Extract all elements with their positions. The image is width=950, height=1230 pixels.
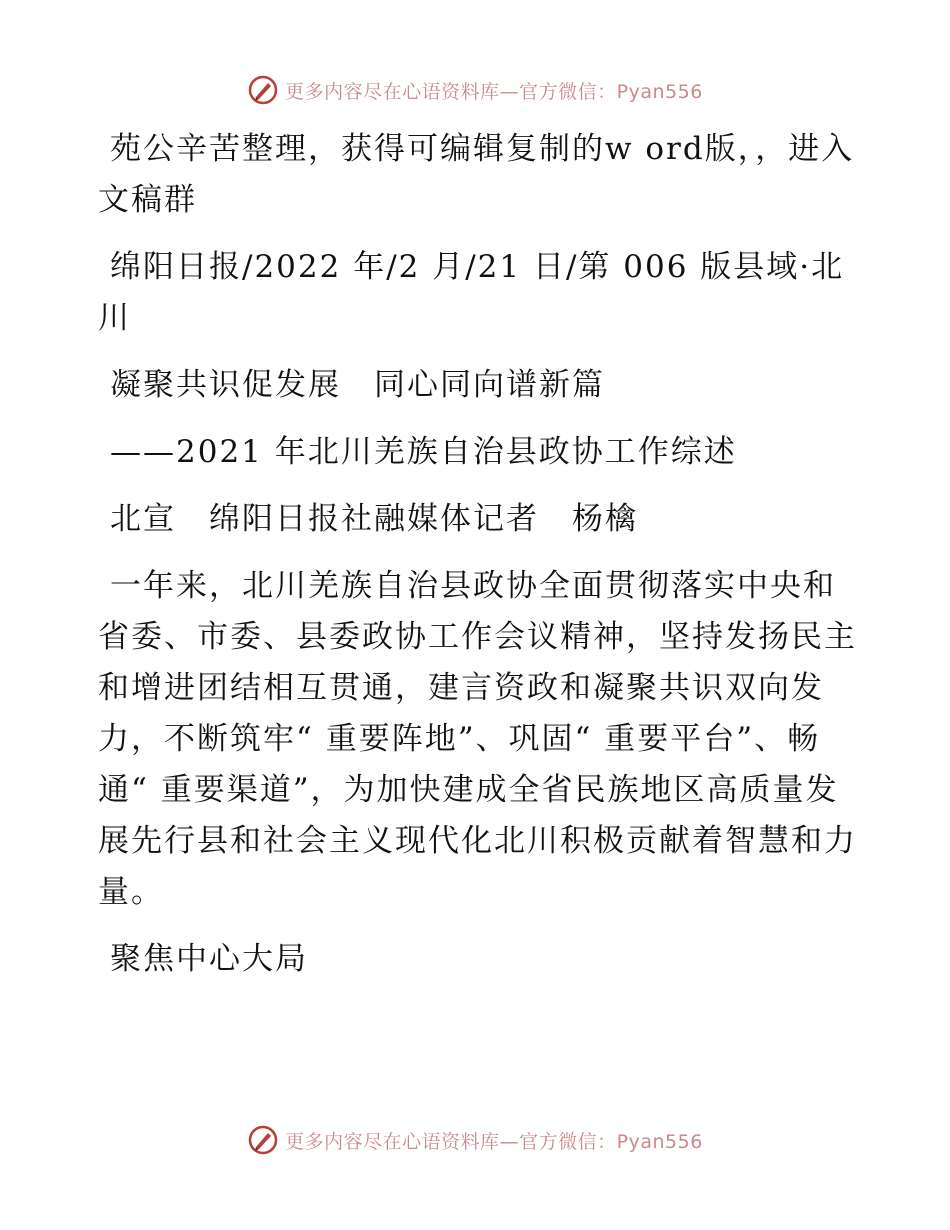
footer-watermark [0, 1120, 950, 1160]
watermark-text: 更多内容尽在心语资料库—官方微信：Pyan556 [285, 1130, 703, 1153]
watermark-text: 更多内容尽在心语资料库—官方微信：Pyan556 [285, 80, 703, 103]
source-line: 绵阳日报/2022 年/2 月/21 日/第 006 版县域·北川 [98, 249, 845, 336]
body-paragraph: 一年来，北川羌族自治县政协全面贯彻落实中央和省委、市委、县委政协工作会议精神，坚持发扬民主和增进团结相互贯通，建言资政和凝聚共识双向发力，不断筑牢“ 重要阵地”、巩固“ 重要平台”、畅通“ 重要渠道”，为加快建成全省民族地区高质量发展先行县和社会主义现代化北川积极贡献着智慧和力量。 [98, 568, 857, 910]
section-heading: 聚焦中心大局 [110, 941, 308, 977]
pen-circle-logo-icon [247, 74, 279, 106]
article-subtitle: ——2021 年北川羌族自治县政协工作综述 [110, 434, 737, 470]
intro-note: 苑公辛苦整理，获得可编辑复制的w ord版，，进入文稿群 [98, 131, 855, 218]
byline: 北宣 绵阳日报社融媒体记者 杨檎 [110, 501, 638, 537]
header-watermark [0, 70, 950, 110]
document-body [98, 124, 858, 1001]
article-title: 凝聚共识促发展 同心同向谱新篇 [110, 367, 605, 403]
pen-circle-logo-icon [247, 1124, 279, 1156]
